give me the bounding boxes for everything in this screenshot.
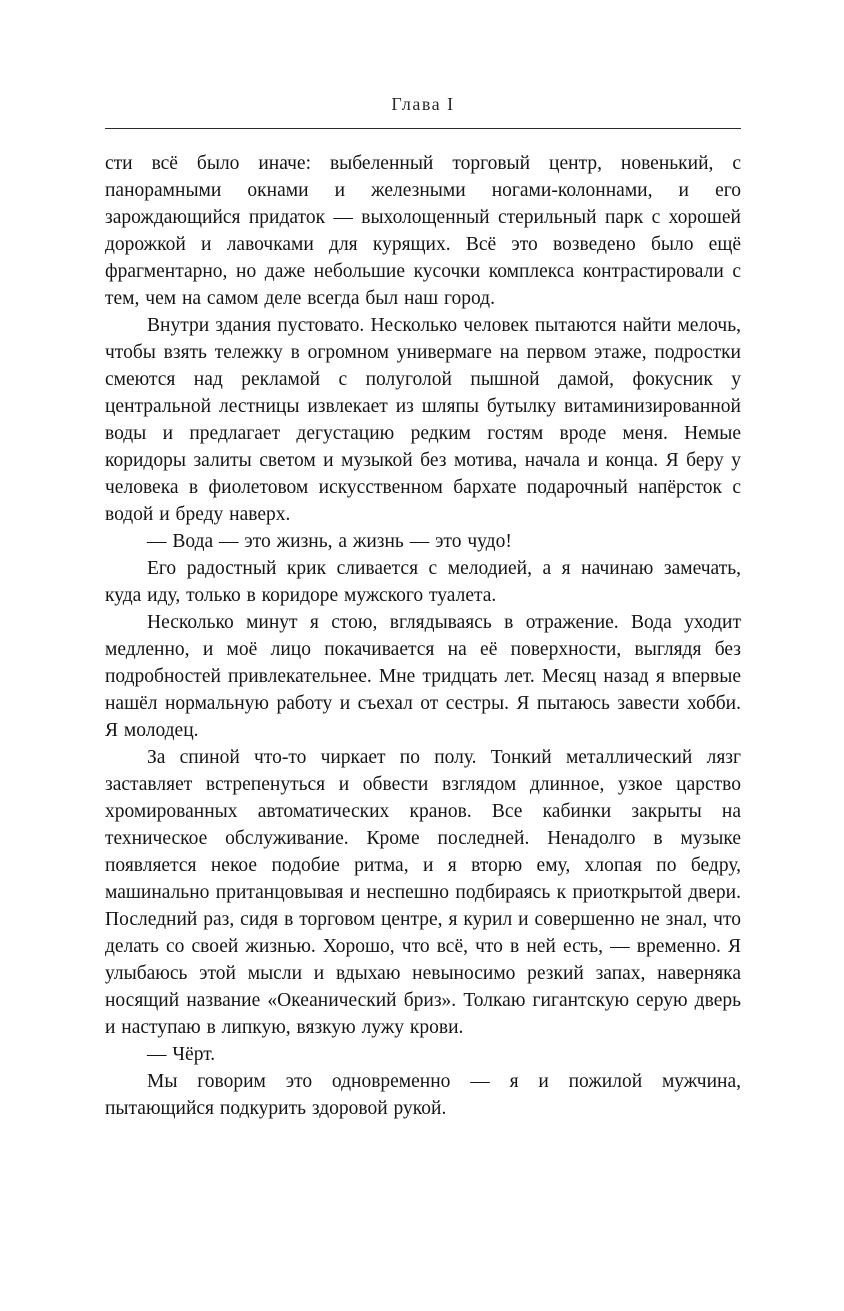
page-header: [105, 94, 741, 129]
paragraph-dialogue: — Вода — это жизнь, а жизнь — это чудо!: [147, 531, 512, 552]
paragraph-dialogue: — Чёрт.: [147, 1044, 216, 1065]
paragraph: Несколько минут я стою, вглядываясь в отражение. Вода уходит медленно, и моё лицо покачивается на её поверхности, выглядя без подробностей привлекательнее. Мне тридцать лет. Месяц назад я впервые нашёл нормальную работу и съехал от сестры. Я пытаюсь завести хобби. Я молодец.: [105, 612, 741, 741]
header-rule: [105, 128, 741, 129]
paragraph: Внутри здания пустовато. Несколько человек пытаются найти мелочь, чтобы взять тележку в огромном универмаге на первом этаже, подростки смеются над рекламой с полуголой пышной дамой, фокусник у центральной лестницы извлекает из шляпы бутылку витаминизированной воды и предлагает дегустацию редким гостям вроде меня. Немые коридоры залиты светом и музыкой без мотива, начала и конца. Я беру у человека в фиолетовом искусственном бархате подарочный напёрсток с водой и бреду наверх.: [105, 315, 741, 525]
paragraph: Его радостный крик сливается с мелодией, а я начинаю замечать, куда иду, только в коридоре мужского туалета.: [105, 558, 741, 606]
paragraph: За спиной что-то чиркает по полу. Тонкий металлический лязг заставляет встрепенуться и обвести взглядом длинное, узкое царство хромированных автоматических кранов. Все кабинки закрыты на техническое обслуживание. Кроме последней. Ненадолго в музыке появляется некое подобие ритма, и я вторю ему, хлопая по бедру, машинально пританцовывая и неспешно подбираясь к приоткрытой двери. Последний раз, сидя в торговом центре, я курил и совершенно не знал, что делать со своей жизнью. Хорошо, что всё, что в ней есть, — временно. Я улыбаюсь этой мысли и вдыхаю невыносимо резкий запах, наверняка носящий название «Океанический бриз». Толкаю гигантскую серую дверь и наступаю в липкую, вязкую лужу крови.: [105, 747, 741, 1038]
paragraph: сти всё было иначе: выбеленный торговый центр, новенький, с панорамными окнами и железными ногами-колоннами, и его зарождающийся придаток — выхолощенный стерильный парк с хорошей дорожкой и лавочками для курящих. Всё это возведено было ещё фрагментарно, но даже небольшие кусочки комплекса контрастировали с тем, чем на самом деле всегда был наш город.: [105, 153, 741, 309]
page-body: [105, 150, 741, 1122]
chapter-heading: Глава I: [391, 94, 455, 114]
paragraph: Мы говорим это одновременно — я и пожилой мужчина, пытающийся подкурить здоровой рукой.: [105, 1071, 741, 1119]
